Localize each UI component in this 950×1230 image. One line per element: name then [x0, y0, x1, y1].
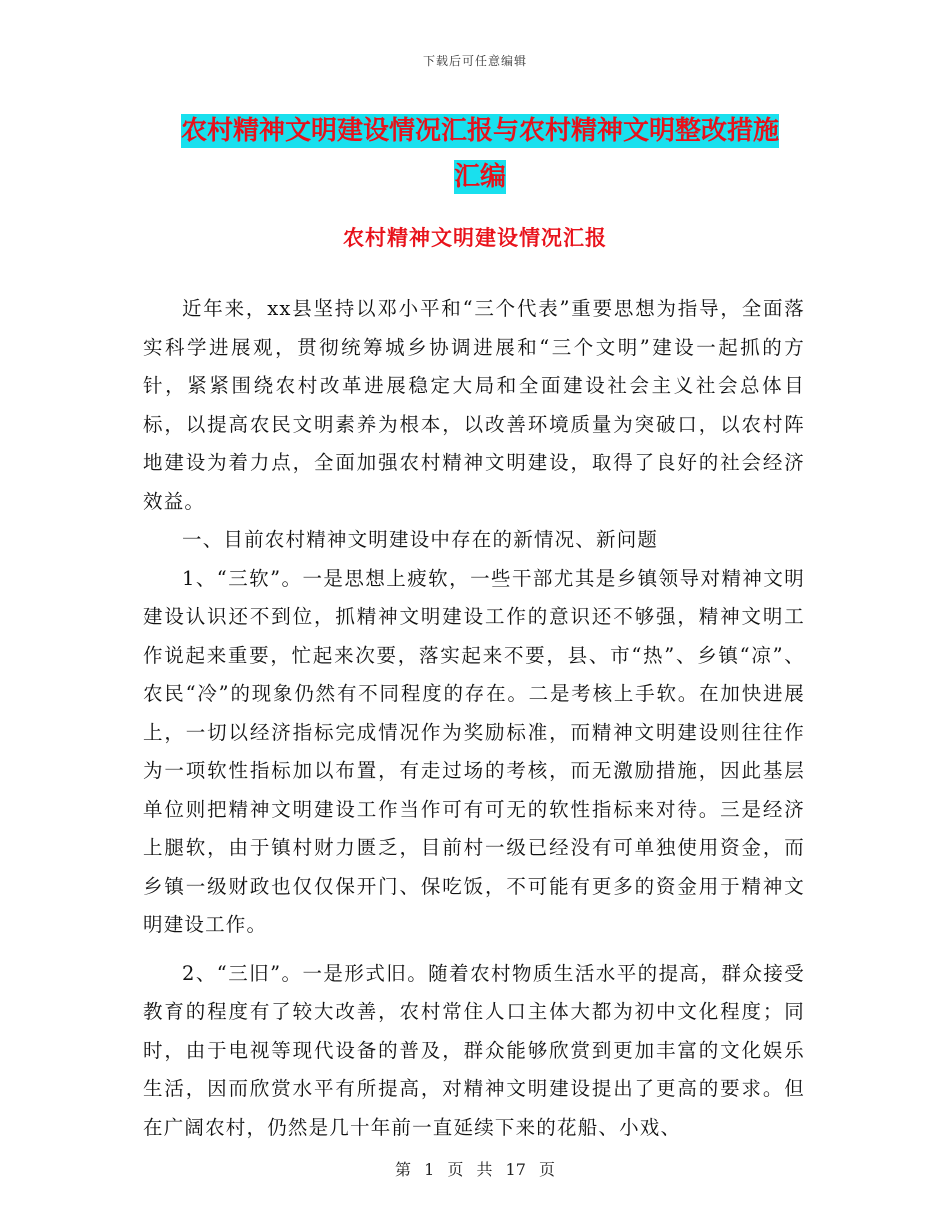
page-number: 第 1 页 共 17 页 [395, 1160, 555, 1179]
paragraph-intro: 近年来，xx县坚持以邓小平和“三个代表”重要思想为指导，全面落实科学进展观，贯彻统筹城乡协调进展和“三个文明”建设一起抓的方针，紧紧围绕农村改革进展稳定大局和全面建设社会主义社会总体目标，以提高农民文明素养为根本，以改善环境质量为突破口，以农村阵地建设为着力点，全面加强农村精神文明建设，取得了良好的社会经济效益。 [143, 297, 805, 513]
paragraph-item-1: 1、“三软”。一是思想上疲软，一些干部尤其是乡镇领导对精神文明建设认识还不到位，抓精神文明建设工作的意识还不够强，精神文明工作说起来重要，忙起来次要，落实起来不要，县、市“热”、乡镇“凉”、农民“冷”的现象仍然有不同程度的存在。二是考核上手软。在加快进展上，一切以经济指标完成情况作为奖励标准，而精神文明建设则往往作为一项软性指标加以布置，有走过场的考核，而无激励措施，因此基层单位则把精神文明建设工作当作可有可无的软性指标来对待。三是经济上腿软，由于镇村财力匮乏，目前村一级已经没有可单独使用资金，而乡镇一级财政也仅仅保开门、保吃饭，不可能有更多的资金用于精神文明建设工作。 [143, 566, 805, 936]
document-title-line1: 农村精神文明建设情况汇报与农村精神文明整改措施 [180, 116, 779, 146]
header-note: 下载后可任意编辑 [422, 54, 527, 68]
section-title: 农村精神文明建设情况汇报 [343, 225, 607, 250]
document-title-line2: 汇编 [453, 162, 506, 192]
paragraph-heading-1: 一、目前农村精神文明建设中存在的新情况、新问题 [182, 528, 659, 551]
paragraph-item-2: 2、“三旧”。一是形式旧。随着农村物质生活水平的提高，群众接受教育的程度有了较大改善，农村常住人口主体大都为初中文化程度；同时，由于电视等现代设备的普及，群众能够欣赏到更加丰富的文化娱乐生活，因而欣赏水平有所提高，对精神文明建设提出了更高的要求。但在广阔农村，仍然是几十年前一直延续下来的花船、小戏、 [143, 961, 805, 1139]
body-text [143, 290, 805, 1147]
document-title [140, 108, 820, 200]
